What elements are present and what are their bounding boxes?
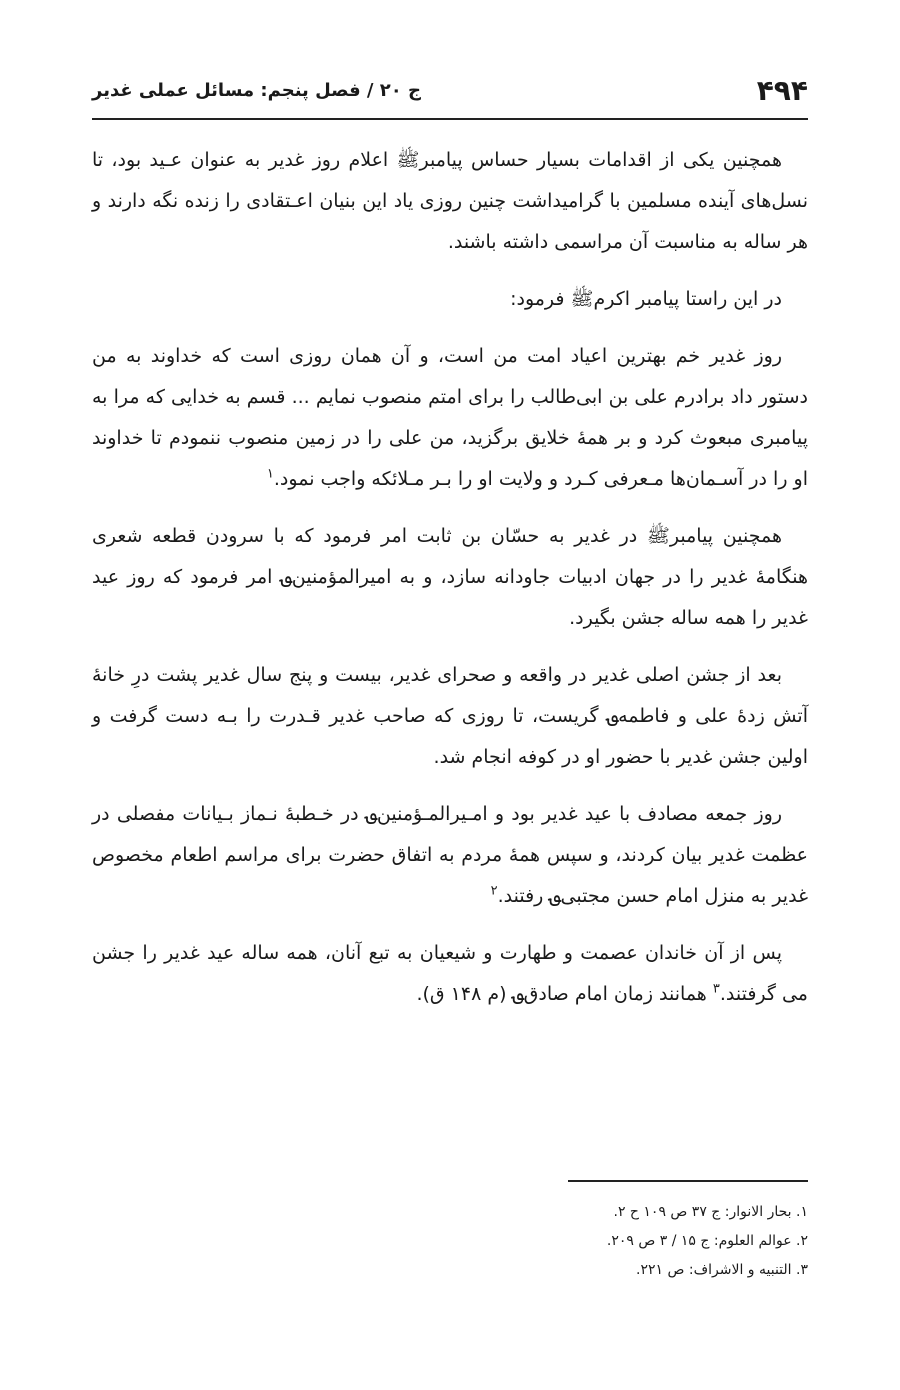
quote-paragraph: [92, 336, 808, 500]
paragraph-text-continued: همانند زمان امام صادق؈ (م ۱۴۸ ق).: [416, 983, 713, 1005]
footnote-ref-2[interactable]: ۲: [490, 883, 498, 899]
body-text: [92, 140, 808, 1031]
paragraph: [92, 279, 808, 320]
footnote-1: ۱. بحار الانوار: ج ۳۷ ص ۱۰۹ ح ۲.: [613, 1204, 808, 1220]
footnote-3: ۳. التنبیه و الاشراف: ص ۲۲۱.: [636, 1262, 808, 1278]
paragraph: [92, 140, 808, 263]
paragraph: [92, 794, 808, 917]
paragraph: [92, 655, 808, 778]
paragraph-text: روز جمعه مصادف با عید غدیر بود و امـیرالمـؤمنین؈ در خـطبهٔ نـماز بـیانات مفصلی در عظمت غدیر بیان کردند، و سپس همهٔ مردم به اتفاق حضرت برای مراسم اطعام مخصوص غدیر به منزل امام حسن مجتبی؈ رفتند.: [92, 803, 808, 907]
footnote-2: ۲. عوالم العلوم: ج ۱۵ / ۳ ص ۲۰۹.: [606, 1233, 808, 1249]
page-number: ۴۹۴: [756, 73, 808, 107]
paragraph: [92, 516, 808, 639]
paragraph-text: پس از آن خاندان عصمت و طهارت و شیعیان به تبع آنان، همه ساله عید غدیر را جشن می گرفتند.: [92, 942, 808, 1005]
paragraph: [92, 933, 808, 1015]
paragraph-text: همچنین پیامبرﷺ در غدیر به حسّان بن ثابت امر فرمود که با سرودن قطعه شعری هنگامهٔ غدیر را در جهان ادبیات جاودانه سازد، و به امیرالمؤمنین؈ امر فرمود که روز عید غدیر را همه ساله جشن بگیرد.: [92, 525, 808, 629]
paragraph-text: در این راستا پیامبر اکرمﷺ فرمود:: [510, 288, 782, 310]
page-header: [92, 62, 808, 120]
paragraph-text: روز غدیر خم بهترین اعیاد امت من است، و آن همان روزی است که خداوند به من دستور داد برادرم علی بن ابی‌طالب را برای امتم منصوب نمایم ... قسم به خدایی که مرا به پیامبری مبعوث کرد و بر همهٔ خلایق برگزید، من علی را در زمین منصوب ننمودم تا خداوند او را در آسـمان‌ها مـعرفی کـرد و ولایت او را بـر مـلائکه واجب نمود.: [92, 345, 808, 490]
paragraph-text: بعد از جشن اصلی غدیر در واقعه و صحرای غدیر، بیست و پنج سال غدیر پشت درِ خانهٔ آتش زدهٔ علی و فاطمه؈ گریست، تا روزی که صاحب غدیر قـدرت را بـه دست گرفت و اولین جشن غدیر با حضور او در کوفه انجام شد.: [92, 664, 808, 768]
footnote-ref-1[interactable]: ۱: [266, 466, 274, 482]
paragraph-text: همچنین یکی از اقدامات بسیار حساس پیامبرﷺ اعلام روز غدیر به عنوان عـید بود، تا نسل‌های آینده مسلمین با گرامیداشت چنین روزی یاد این بنیان اعـتقادی را زنده نگه دارند و هر ساله به مناسبت آن مراسمی داشته باشند.: [92, 149, 808, 253]
running-title: ج ۲۰ / فصل پنجم: مسائل عملی غدیر: [92, 79, 422, 101]
footnotes: [92, 1198, 808, 1285]
footnote-ref-3[interactable]: ۳: [712, 981, 720, 997]
footnote-divider: [568, 1180, 808, 1182]
